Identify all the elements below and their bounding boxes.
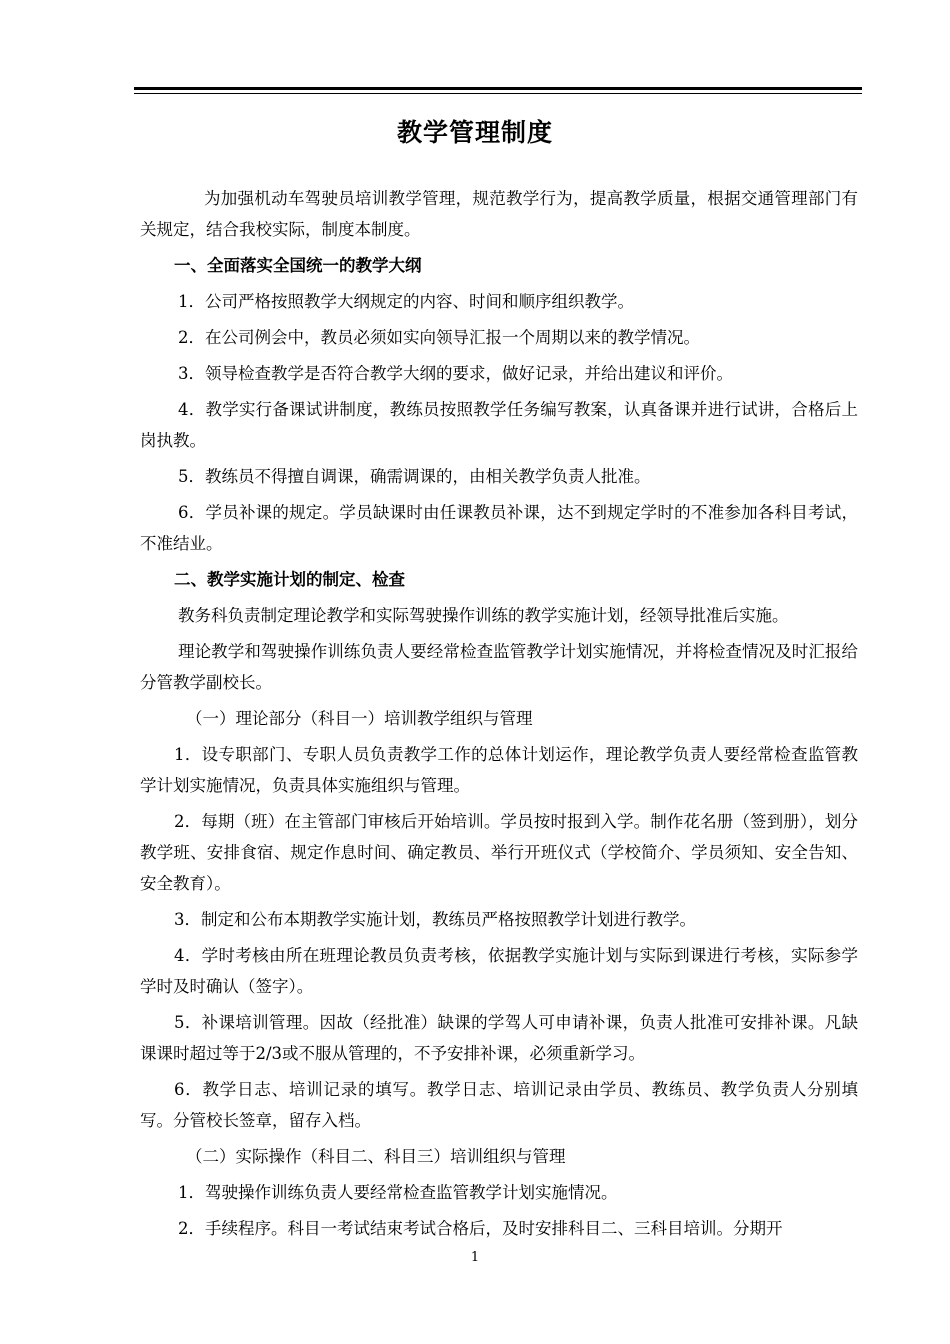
list-item: 1．驾驶操作训练负责人要经常检查监管教学计划实施情况。 <box>178 1183 618 1202</box>
section-heading: 二、教学实施计划的制定、检查 <box>174 570 405 589</box>
intro-paragraph: 为加强机动车驾驶员培训教学管理，规范教学行为，提高教学质量，根据交通管理部门有关规定，结合我校实际，制度本制度。 <box>140 189 858 239</box>
list-item: 1．公司严格按照教学大纲规定的内容、时间和顺序组织教学。 <box>178 292 634 311</box>
subsection-heading: （二）实际操作（科目二、科目三）培训组织与管理 <box>186 1147 566 1166</box>
list-item: 2．每期（班）在主管部门审核后开始培训。学员按时报到入学。制作花名册（签到册），划分教学班、安排食宿、规定作息时间、确定教员、举行开班仪式（学校简介、学员须知、安全告知、安全教育）。 <box>140 812 858 893</box>
document-title: 教学管理制度 <box>396 118 553 147</box>
header-rule-thin <box>134 93 862 94</box>
header-rule-thick <box>134 87 862 90</box>
body-paragraph: 理论教学和驾驶操作训练负责人要经常检查监管教学计划实施情况，并将检查情况及时汇报给分管教学副校长。 <box>140 642 858 692</box>
list-item: 6．学员补课的规定。学员缺课时由任课教员补课，达不到规定学时的不准参加各科目考试，不准结业。 <box>140 503 858 553</box>
list-item: 3．制定和公布本期教学实施计划，教练员严格按照教学计划进行教学。 <box>174 910 696 929</box>
list-item: 6．教学日志、培训记录的填写。教学日志、培训记录由学员、教练员、教学负责人分别填写。分管校长签章，留存入档。 <box>140 1080 858 1130</box>
list-item: 3．领导检查教学是否符合教学大纲的要求，做好记录，并给出建议和评价。 <box>178 364 733 383</box>
document-body <box>140 183 858 1244</box>
subsection-heading: （一）理论部分（科目一）培训教学组织与管理 <box>186 709 533 728</box>
list-item: 2．在公司例会中，教员必须如实向领导汇报一个周期以来的教学情况。 <box>178 328 700 347</box>
list-item: 4．教学实行备课试讲制度，教练员按照教学任务编写教案，认真备课并进行试讲，合格后上岗执教。 <box>140 400 858 450</box>
list-item: 5．补课培训管理。因故（经批准）缺课的学驾人可申请补课，负责人批准可安排补课。凡缺课课时超过等于2/3或不服从管理的，不予安排补课，必须重新学习。 <box>140 1013 858 1063</box>
body-paragraph: 教务科负责制定理论教学和实际驾驶操作训练的教学实施计划，经领导批准后实施。 <box>178 606 789 625</box>
list-item: 2．手续程序。科目一考试结束考试合格后，及时安排科目二、三科目培训。分期开 <box>178 1219 783 1238</box>
list-item: 5．教练员不得擅自调课，确需调课的，由相关教学负责人批准。 <box>178 467 651 486</box>
list-item: 1．设专职部门、专职人员负责教学工作的总体计划运作，理论教学负责人要经常检查监管教学计划实施情况，负责具体实施组织与管理。 <box>140 745 858 795</box>
list-item: 4．学时考核由所在班理论教员负责考核，依据教学实施计划与实际到课进行考核，实际参学学时及时确认（签字）。 <box>140 946 858 996</box>
page-number: 1 <box>470 1250 480 1265</box>
section-heading: 一、全面落实全国统一的教学大纲 <box>174 256 422 275</box>
